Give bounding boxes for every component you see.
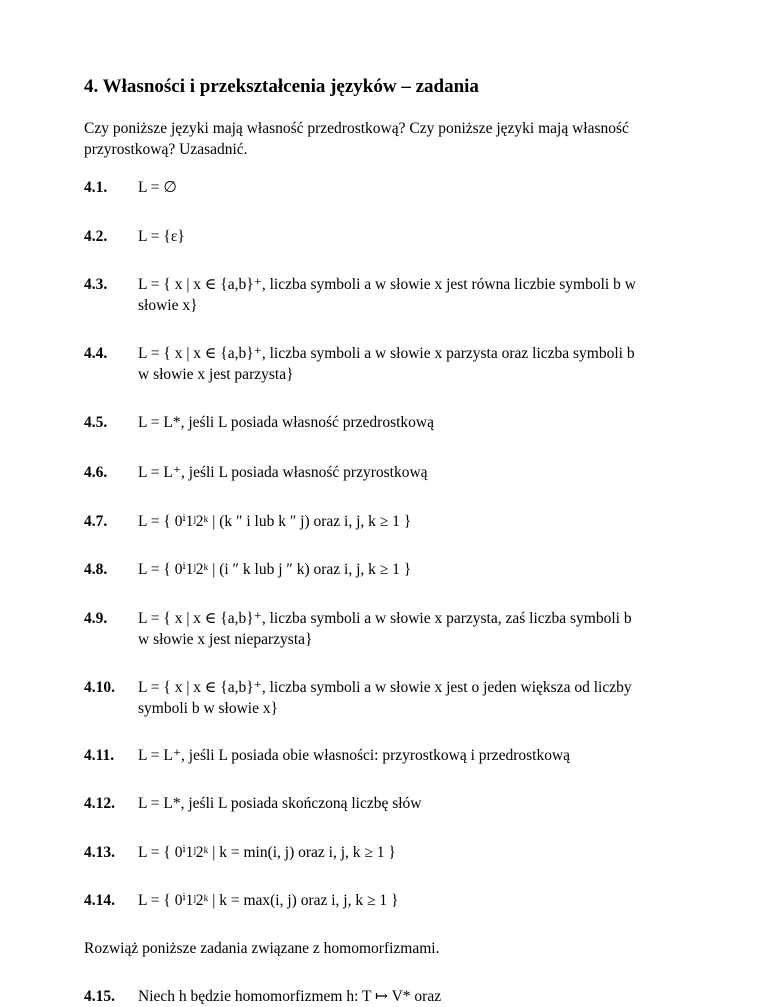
exercise-number: 4.15. xyxy=(84,988,115,1005)
exercise-number: 4.1. xyxy=(84,179,108,196)
page-title: 4. Własności i przekształcenia języków – zadania xyxy=(84,76,479,97)
intro-line: przyrostkową? Uzasadnić. xyxy=(84,141,248,158)
exercise-number: 4.7. xyxy=(84,513,108,530)
exercise-number: 4.13. xyxy=(84,844,115,861)
exercise-text: L = { x | x ∈ {a,b}⁺, liczba symboli a w słowie x jest równa liczbie symboli b w xyxy=(138,276,636,293)
intro-paragraph xyxy=(84,118,684,160)
exercise-text: L = L⁺, jeśli L posiada własność przyrostkową xyxy=(138,464,428,481)
exercise-number: 4.12. xyxy=(84,795,115,812)
exercise-text: L = ∅ xyxy=(138,179,177,196)
exercise-number: 4.8. xyxy=(84,561,108,578)
exercise-text: Niech h będzie homomorfizmem h: T ↦ V* oraz xyxy=(138,988,442,1005)
exercise-text: słowie x} xyxy=(138,297,198,314)
exercise-text: w słowie x jest nieparzysta} xyxy=(138,631,313,648)
exercise-number: 4.14. xyxy=(84,892,115,909)
exercise-text: L = { x | x ∈ {a,b}⁺, liczba symboli a w słowie x jest o jeden większa od liczby xyxy=(138,679,632,696)
intro-line: Czy poniższe języki mają własność przedrostkową? Czy poniższe języki mają własność xyxy=(84,120,629,137)
exercise-text: symboli b w słowie x} xyxy=(138,700,279,717)
exercise-text: L = { 0ⁱ1ʲ2ᵏ | k = max(i, j) oraz i, j, k ≥ 1 } xyxy=(138,892,399,909)
exercise-text: L = { 0ⁱ1ʲ2ᵏ | k = min(i, j) oraz i, j, k ≥ 1 } xyxy=(138,844,396,861)
exercise-number: 4.9. xyxy=(84,610,108,627)
exercise-number: 4.11. xyxy=(84,747,115,764)
exercise-text: L = L*, jeśli L posiada własność przedrostkową xyxy=(138,414,434,431)
exercise-text: L = {ε} xyxy=(138,228,185,245)
exercise-text: L = { 0ⁱ1ʲ2ᵏ | (k ″ i lub k ″ j) oraz i, j, k ≥ 1 } xyxy=(138,513,412,530)
exercise-text: L = { x | x ∈ {a,b}⁺, liczba symboli a w słowie x parzysta, zaś liczba symboli b xyxy=(138,610,632,627)
exercise-text: L = L*, jeśli L posiada skończoną liczbę słów xyxy=(138,795,422,812)
exercise-number: 4.5. xyxy=(84,414,108,431)
homomorphism-intro: Rozwiąż poniższe zadania związane z homomorfizmami. xyxy=(84,940,440,957)
exercise-number: 4.2. xyxy=(84,228,108,245)
exercise-number: 4.3. xyxy=(84,276,108,293)
exercise-number: 4.4. xyxy=(84,345,108,362)
exercise-text: L = { 0ⁱ1ʲ2ᵏ | (i ″ k lub j ″ k) oraz i, j, k ≥ 1 } xyxy=(138,561,412,578)
exercise-text: L = { x | x ∈ {a,b}⁺, liczba symboli a w słowie x parzysta oraz liczba symboli b xyxy=(138,345,635,362)
exercise-number: 4.10. xyxy=(84,679,115,696)
exercise-text: w słowie x jest parzysta} xyxy=(138,366,294,383)
exercise-number: 4.6. xyxy=(84,464,108,481)
exercise-text: L = L⁺, jeśli L posiada obie własności: przyrostkową i przedrostkową xyxy=(138,747,571,764)
